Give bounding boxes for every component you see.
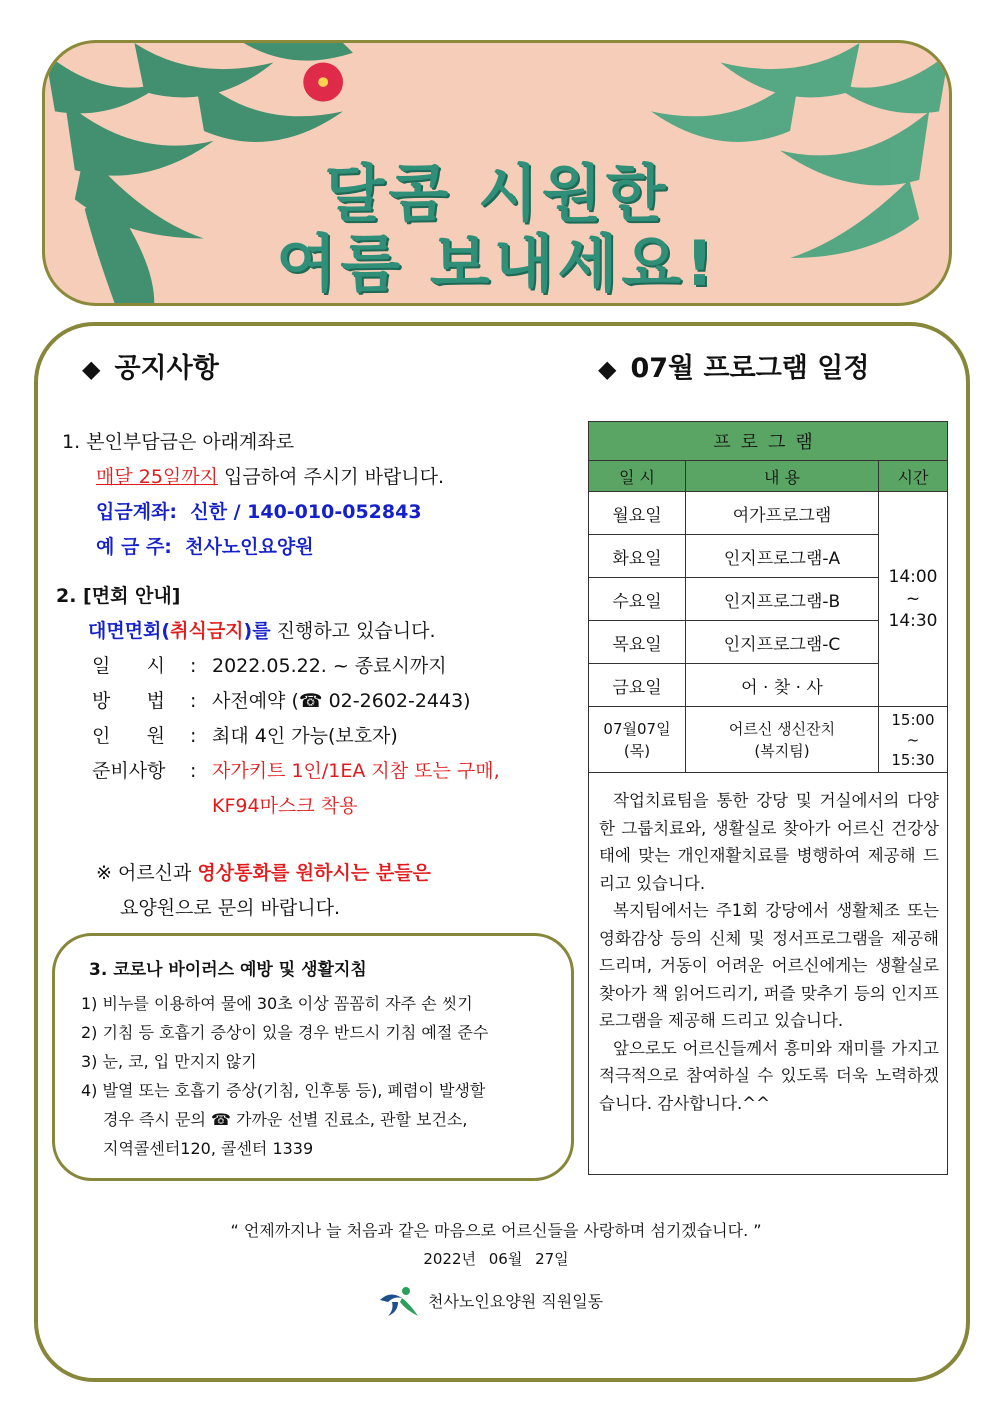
footer-org: 천사노인요양원 직원일동 <box>376 1282 603 1318</box>
notice-item-1: 1. 본인부담금은 아래계좌로 <box>62 431 295 453</box>
footer-quote: “ 언제까지나 늘 처음과 같은 마음으로 어르신들을 사랑하며 섬기겠습니다. ” <box>230 1221 762 1240</box>
program-description: 작업치료팀을 통한 강당 및 거실에서의 다양한 그룹치료와, 생활실로 찾아가 어르신 건강상태에 맞는 개인재활치료를 병행하여 제공해 드리고 있습니다. 복지팀에서는 주1회 강당에서 생활체조 또는 영화감상 등의 신체 및 정서프로그램을 제공해 드리며, 거동이 어려운 어르신에게는 생활실로 찾아가 책 읽어드리기, 퍼즐 맞추기 등의 인지프로그램을 제공해 드리고 있습니다. 앞으로도 어르신들께서 흥미와 재미를 가지고 적극적으로 참여하실 수 있도록 더욱 노력하겠습니다. 감사합니다.^^ <box>588 765 948 1175</box>
table-row: 수요일 인지프로그램-B <box>589 578 948 621</box>
schedule-heading: ◆ 07월 프로그램 일정 <box>598 353 870 384</box>
visit-line: 대면면회(취식금지)를 진행하고 있습니다. <box>88 620 436 642</box>
table-title: 프로그램 <box>589 422 948 461</box>
guideline-item: 1) 비누를 이용하여 물에 30초 이상 꼼꼼히 자주 손 씻기 <box>81 994 473 1013</box>
banner-title: 달콤 시원한 여름 보내세요! <box>276 157 718 300</box>
table-row: 화요일 인지프로그램-A <box>589 535 948 578</box>
program-schedule-table <box>588 421 948 773</box>
diamond-icon: ◆ <box>598 355 617 383</box>
notice-item-2: 2. [면회 안내] <box>56 585 181 607</box>
visit-row: 인 원 : 최대 4인 가능(보호자) <box>92 725 398 747</box>
summer-banner <box>42 40 952 306</box>
guideline-item: 4) 발열 또는 호흡기 증상(기침, 인후통 등), 폐렴이 발생할 <box>81 1081 486 1100</box>
table-row: 월요일 여가프로그램 14:00 ~ 14:30 <box>589 492 948 535</box>
hibiscus-flower <box>303 63 343 102</box>
time-cell: 14:00 ~ 14:30 <box>879 492 948 707</box>
table-row: 목요일 인지프로그램-C <box>589 621 948 664</box>
visit-row: 방 법 : 사전예약 (☎ 02-2602-2443) <box>92 690 471 712</box>
col-day: 일 시 <box>589 461 686 492</box>
table-row-special: 07월07일 (목) 어르신 생신잔치 (복지팀) 15:00 ~ 15:30 <box>589 707 948 773</box>
holder-line: 예 금 주: 천사노인요양원 <box>96 536 314 558</box>
visit-row: 일 시 : 2022.05.22. ~ 종료시까지 <box>92 655 447 677</box>
diamond-icon: ◆ <box>82 355 101 383</box>
notice-heading: ◆ 공지사항 <box>82 353 219 384</box>
account-line: 입금계좌: 신한 / 140-010-052843 <box>96 501 422 523</box>
corona-guidelines-box: 3. 코로나 바이러스 예방 및 생활지침 1) 비누를 이용하여 물에 30초 이상 꼼꼼히 자주 손 씻기 2) 기침 등 호흡기 증상이 있을 경우 반드시 기침 예절 준수 3) 눈, 코, 입 만지지 않기 4) 발열 또는 호흡기 증상(기침, 인후통 등), 폐렴이 발생할 경우 즉시 문의 ☎ 가까운 선별 진료소, 관할 보건소, 지역콜센터120, 콜센터 1339 <box>52 933 574 1181</box>
visit-row: 준비사항 : 자가키트 1인/1EA 지참 또는 구매, <box>92 760 500 782</box>
due-date: 매달 25일까지 <box>96 466 218 488</box>
visit-details: 일 시 : 2022.05.22. ~ 종료시까지 방 법 : 사전예약 (☎ 02-2602-2443) 인 원 : 최대 4인 가능(보호자) 준비사항 : 자가키트 1인/1EA 지참 또는 구매, KF94마스크 착용 <box>62 649 582 824</box>
guideline-item: 3) 눈, 코, 입 만지지 않기 <box>81 1052 257 1071</box>
organization-logo-icon <box>376 1282 420 1318</box>
footer-date: 2022년 06월 27일 <box>423 1250 569 1268</box>
notice-section: 1. 본인부담금은 아래계좌로 매달 25일까지 입금하여 주시기 바랍니다. 입금계좌: 신한 / 140-010-052843 예 금 주: 천사노인요양원 2. [면회 안내] 대면면회(취식금지)를 진행하고 있습니다. 일 시 : 2022.05.22. ~ 종료시까지 방 법 : 사전예약 (☎ 02-2602-2443) 인 원 : 최대 4인 가능(보호자) 준비사항 : 자가키트 1인/1EA 지참 또는 구매, KF94마스크 착용 ※ 어르신과 영상통화를 원하시는 분들은 요양원으로 문의 바랍니다. <box>62 425 582 926</box>
col-content: 내 용 <box>686 461 879 492</box>
corona-title: 3. 코로나 바이러스 예방 및 생활지침 <box>89 960 367 980</box>
table-row: 금요일 어 · 찾 · 사 <box>589 664 948 707</box>
col-time: 시간 <box>879 461 948 492</box>
video-call-note: ※ 어르신과 영상통화를 원하시는 분들은 <box>96 862 431 884</box>
guideline-item: 2) 기침 등 호흡기 증상이 있을 경우 반드시 기침 예절 준수 <box>81 1023 489 1042</box>
